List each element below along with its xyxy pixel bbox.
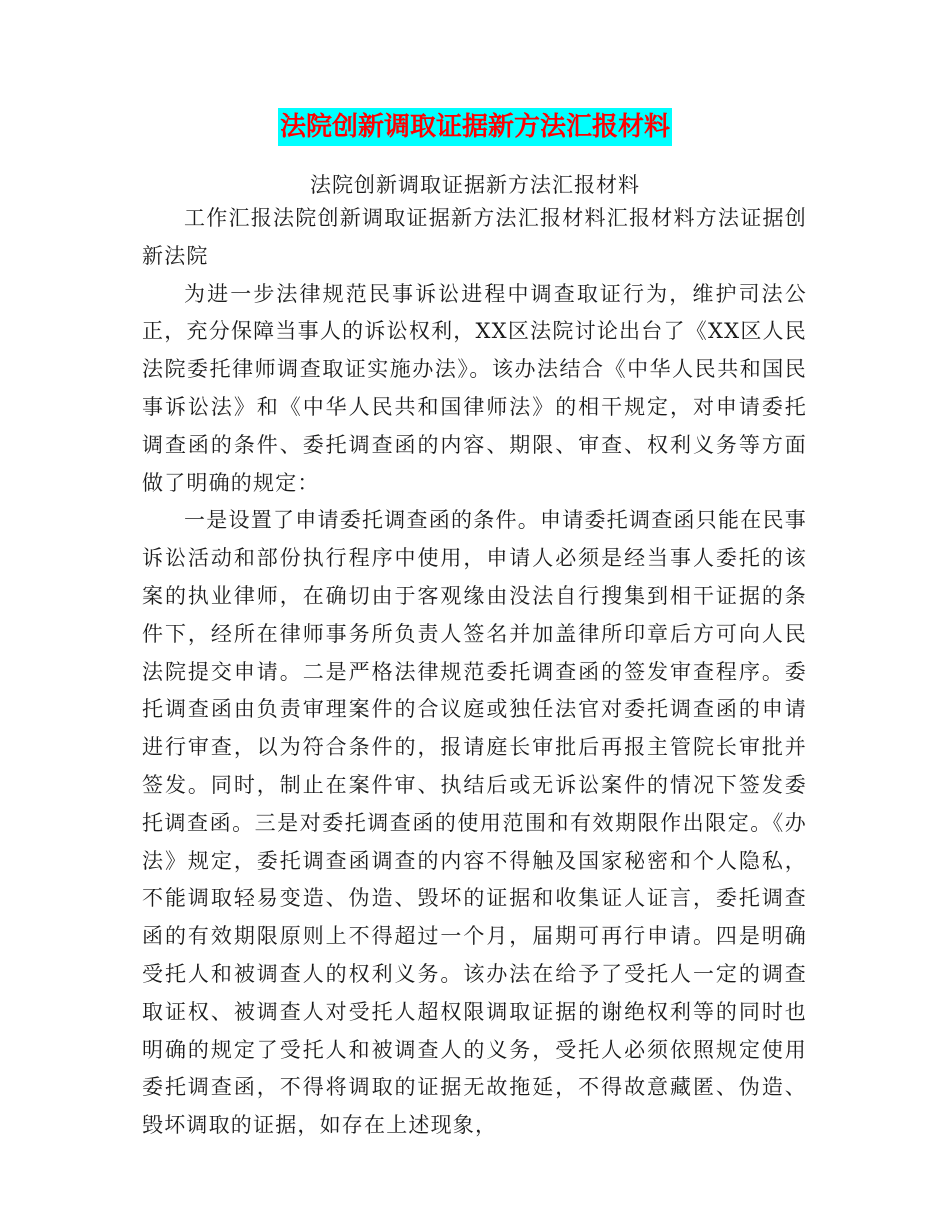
title-container — [0, 108, 950, 146]
paragraph-details: 一是设置了申请委托调查函的条件。申请委托调查函只能在民事诉讼活动和部份执行程序中使用，申请人必须是经当事人委托的该案的执业律师，在确切由于客观缘由没法自行搜集到相干证据的条件下，经所在律师事务所负责人签名并加盖律所印章后方可向人民法院提交申请。二是严格法律规范委托调查函的签发审查程序。委托调查函由负责审理案件的合议庭或独任法官对委托调查函的申请进行审查，以为符合条件的，报请庭长审批后再报主管院长审批并签发。同时，制止在案件审、执结后或无诉讼案件的情况下签发委托调查函。三是对委托调查函的使用范围和有效期限作出限定。《办法》规定，委托调查函调查的内容不得触及国家秘密和个人隐私，不能调取轻易变造、伪造、毁坏的证据和收集证人证言，委托调查函的有效期限原则上不得超过一个月，届期可再行申请。四是明确受托人和被调查人的权利义务。该办法在给予了受托人一定的调查取证权、被调查人对受托人超权限调取证据的谢绝权利等的同时也明确的规定了受托人和被调查人的义务，受托人必须依照规定使用委托调查函，不得将调取的证据无故拖延，不得故意藏匿、伪造、毁坏调取的证据，如存在上述现象， — [142, 508, 807, 1138]
document-subtitle: 法院创新调取证据新方法汇报材料 — [310, 173, 640, 197]
document-body — [142, 200, 807, 1145]
paragraph-intro: 为进一步法律规范民事诉讼进程中调查取证行为，维护司法公正，充分保障当事人的诉讼权利，XX区法院讨论出台了《XX区人民法院委托律师调查取证实施办法》。该办法结合《中华人民共和国民事诉讼法》和《中华人民共和国律师法》的相干规定，对申请委托调查函的条件、委托调查函的内容、期限、审查、权利义务等方面做了明确的规定： — [142, 281, 807, 495]
document-title: 法院创新调取证据新方法汇报材料 — [278, 108, 672, 146]
paragraph-keywords: 工作汇报法院创新调取证据新方法汇报材料汇报材料方法证据创新法院 — [142, 206, 807, 268]
